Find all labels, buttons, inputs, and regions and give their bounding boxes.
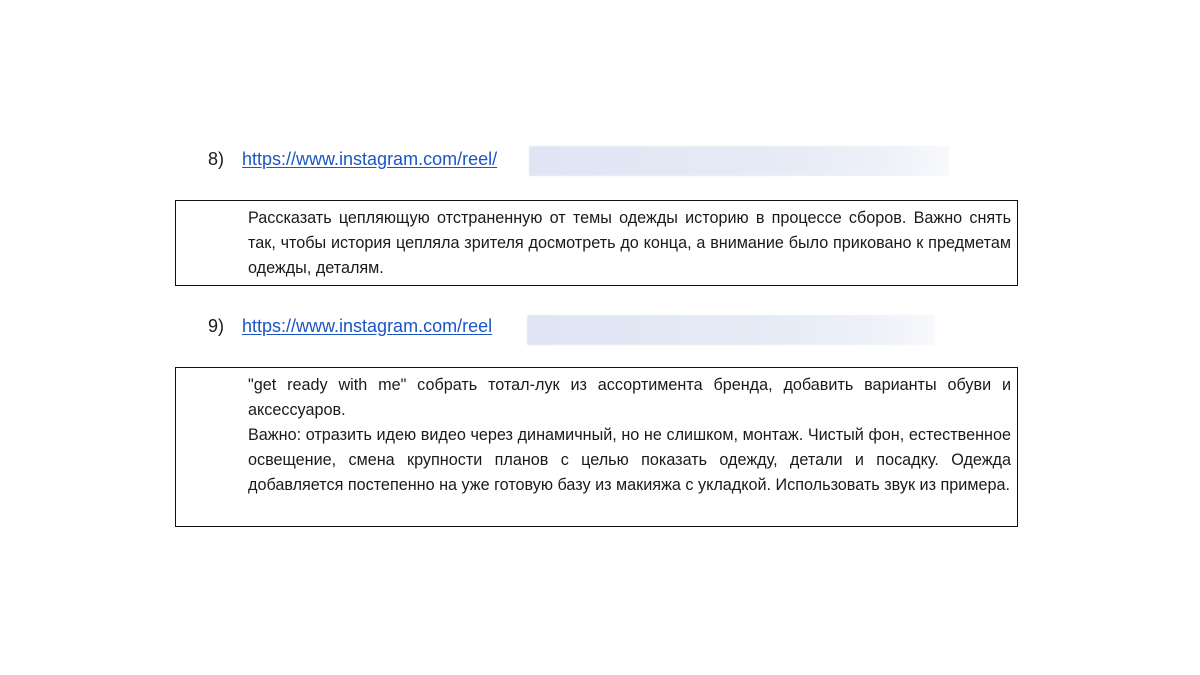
description-box <box>175 200 1018 286</box>
list-number: 9) <box>208 315 225 336</box>
description-paragraph: Важно: отразить идею видео через динамичный, но не слишком, монтаж. Чистый фон, естественное освещение, смена крупности планов с целью показать одежду, детали и посадку. Одежда добавляется постепенно на уже готовую базу из макияжа с укладкой. Использовать звук из примера. <box>248 426 1011 494</box>
redacted-area <box>527 315 935 345</box>
description-paragraph: Рассказать цепляющую отстраненную от темы одежды историю в процессе сборов. Важно снять так, чтобы история цепляла зрителя досмотреть до конца, а внимание было приковано к предметам одежды, деталям. <box>248 209 1011 277</box>
list-number: 8) <box>208 148 225 169</box>
instagram-reel-link[interactable]: https://www.instagram.com/reel/ <box>242 148 498 169</box>
description-paragraph: "get ready with me" собрать тотал-лук из ассортимента бренда, добавить варианты обуви и аксессуаров. <box>248 376 1011 419</box>
list-item-8-header <box>208 144 497 174</box>
instagram-reel-link[interactable]: https://www.instagram.com/reel <box>242 315 493 336</box>
redacted-area <box>529 146 949 176</box>
description-box <box>175 367 1018 527</box>
list-item-9-header <box>208 311 492 341</box>
